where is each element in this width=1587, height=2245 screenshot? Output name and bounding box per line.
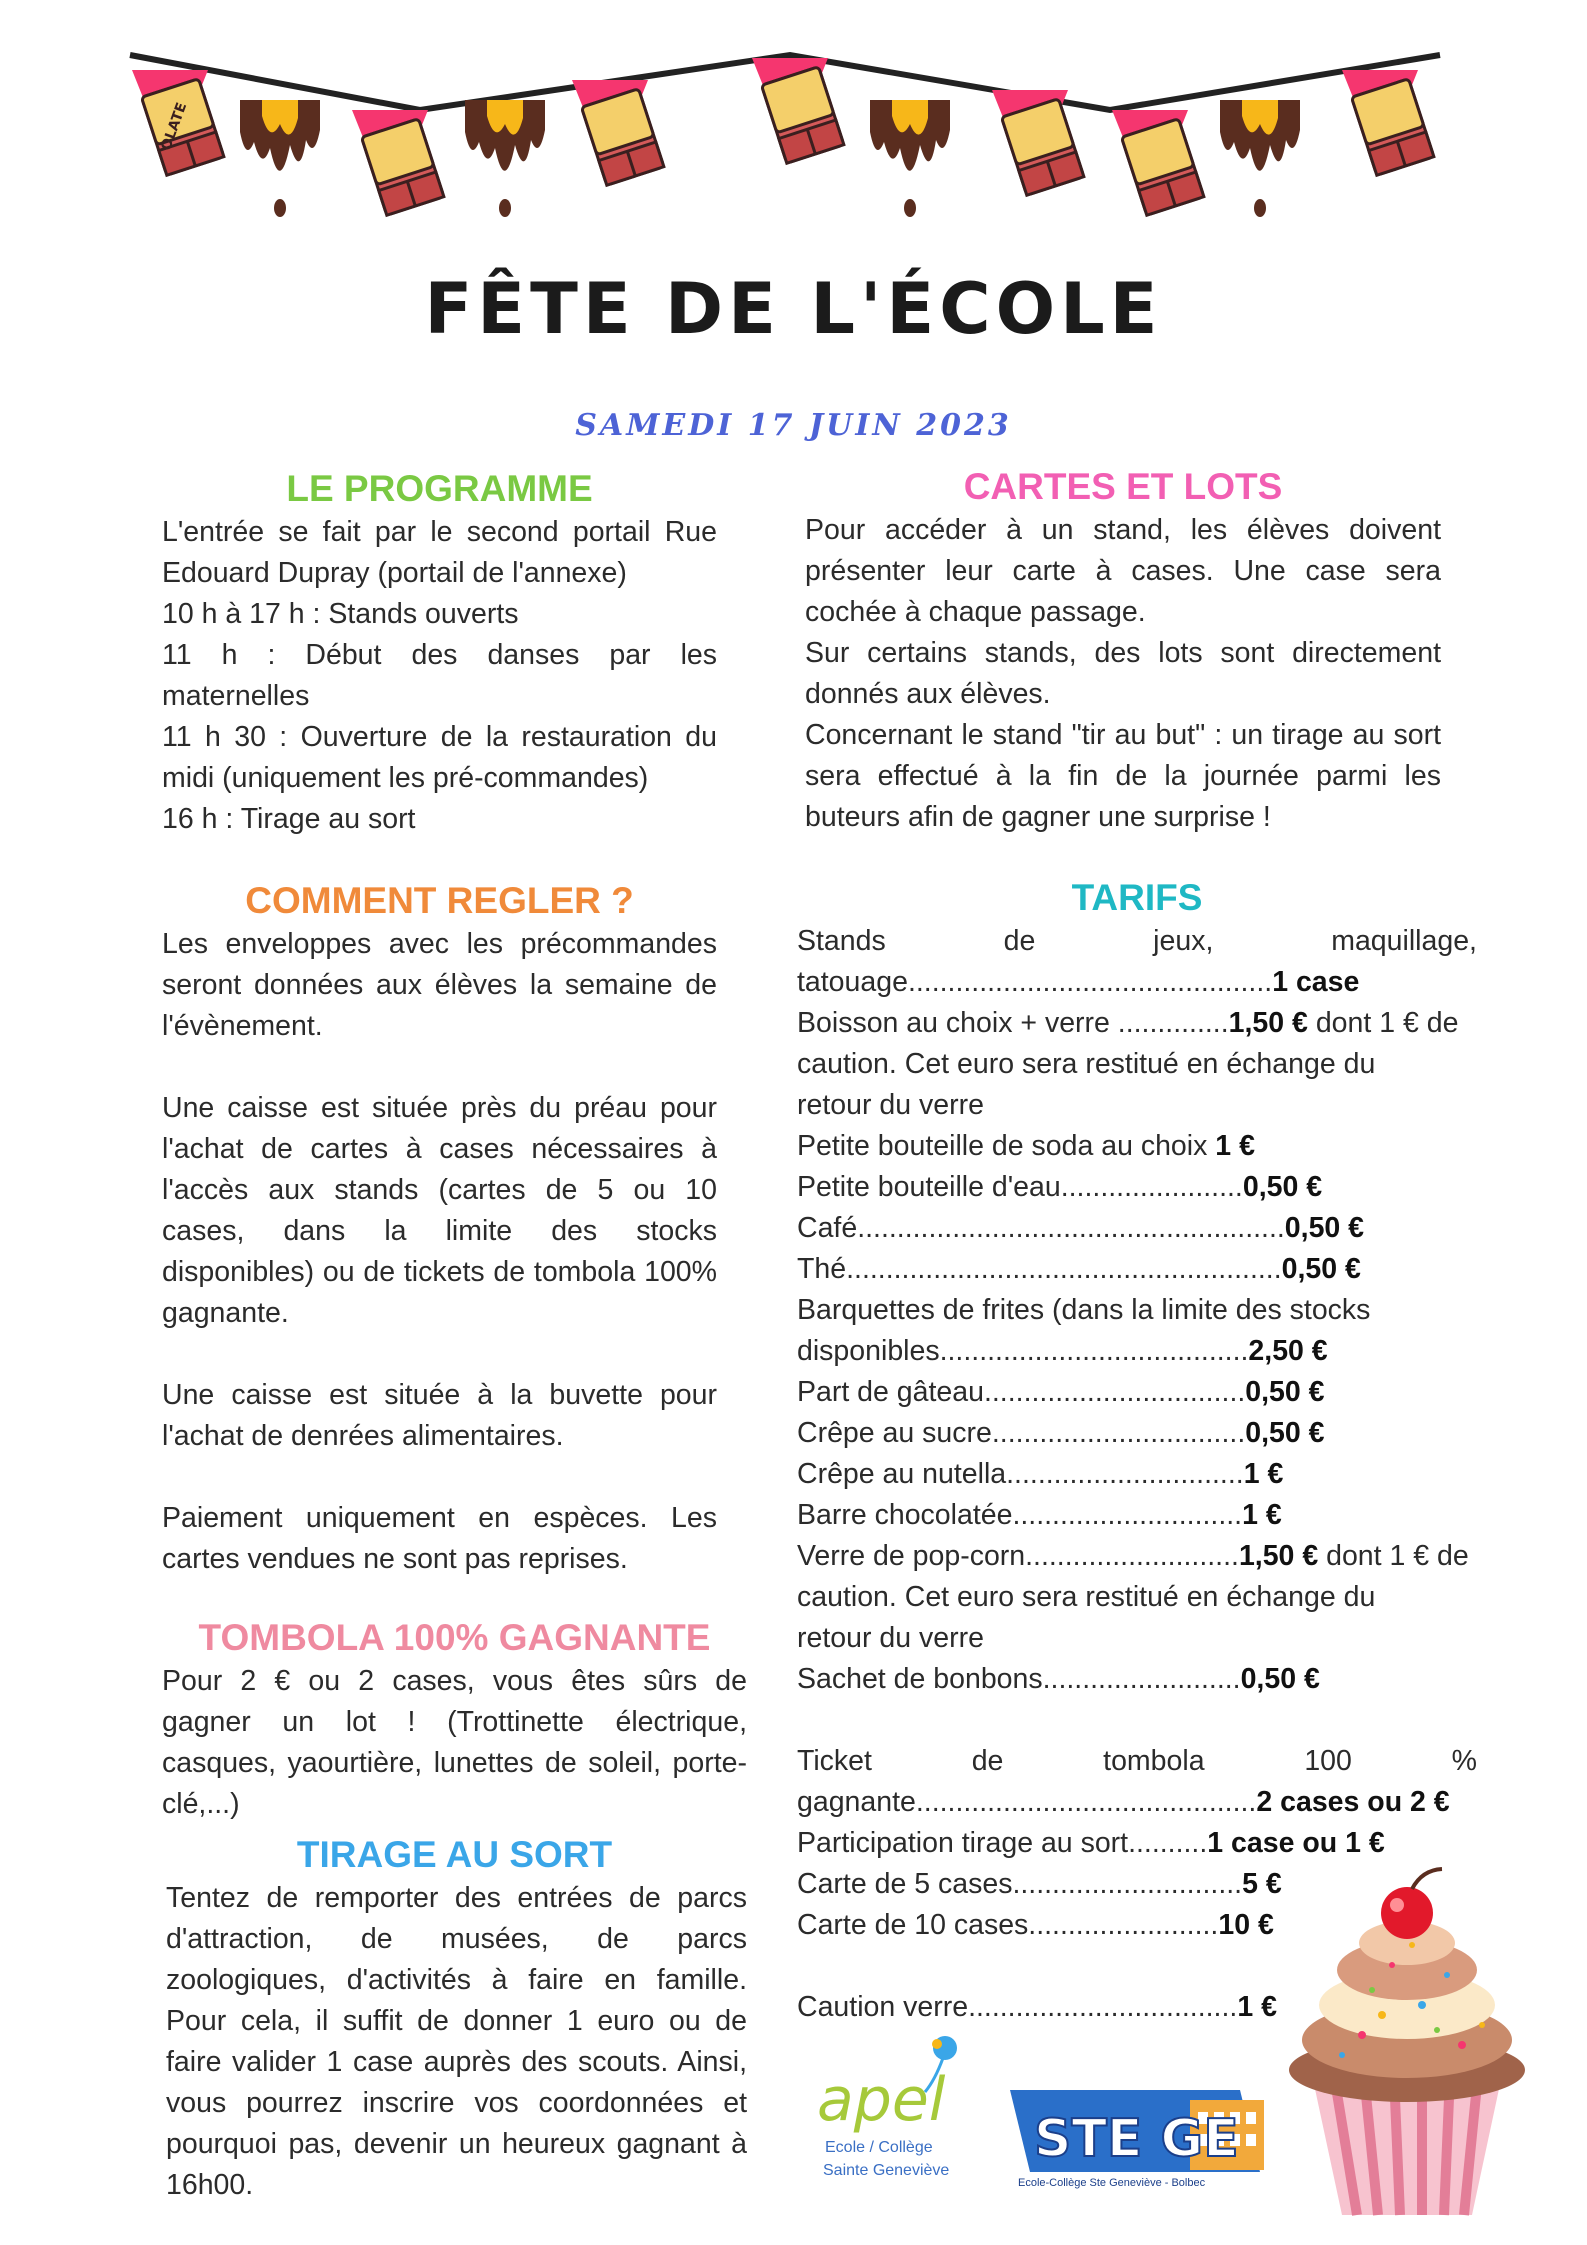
tarif-line: Carte de 10 cases........................10 € bbox=[797, 1909, 1274, 1941]
tarif-line: retour du verre bbox=[797, 1089, 984, 1121]
bunting-label: OLATE bbox=[158, 100, 191, 153]
tarif-price: 1,50 € bbox=[1228, 1007, 1308, 1039]
tarif-price: 1 € bbox=[1237, 1991, 1277, 2023]
tarif-line: Café......................................................0,50 € bbox=[797, 1212, 1365, 1244]
tarif-price: 0,50 € bbox=[1245, 1417, 1325, 1449]
tarif-line: Boisson au choix + verre ..............1,50 € dont 1 € de bbox=[797, 1007, 1459, 1039]
ste-genevieve-wordmark: STE GE bbox=[1034, 2109, 1239, 2169]
tarif-line: Barquettes de frites (dans la limite des stocks bbox=[797, 1294, 1371, 1326]
programme-line: L'entrée se fait par le second portail Rue Edouard Dupray (portail de l'annexe) bbox=[162, 516, 717, 589]
tirage-text: Tentez de remporter des entrées de parcs d'attraction, de musées, de parcs zoologiques, d'activités à faire en famille. Pour cela, il suffit de donner 1 euro ou de faire valider 1 case auprès des scouts. Ainsi, vous pourrez inscrire vos coordonnées et pourquoi pas, devenir un heureux gagnant à 16h00. bbox=[166, 1882, 747, 2201]
reglement-paragraph: Une caisse est située à la buvette pour l'achat de denrées alimentaires. bbox=[162, 1379, 717, 1452]
tarif-line: Thé.......................................................0,50 € bbox=[797, 1253, 1361, 1285]
tarif-price: 1,50 € bbox=[1238, 1540, 1319, 1572]
reglement-section bbox=[162, 878, 717, 1580]
reglement-paragraph: Une caisse est située près du préau pour l'achat de cartes à cases nécessaires à l'accès aux stands (cartes de 5 ou 10 cases, dans la limite des stocks disponibles) ou de tickets de tombola 100% gagnante. bbox=[162, 1092, 717, 1329]
tarif-line: disponibles.......................................2,50 € bbox=[797, 1335, 1328, 1367]
programme-line: 16 h : Tirage au sort bbox=[162, 803, 416, 835]
tarif-line: tatouage..............................................1 case bbox=[797, 966, 1360, 998]
cartes-section bbox=[805, 464, 1441, 838]
tarif-price: 1 € bbox=[1243, 1458, 1284, 1490]
reglement-paragraph: Les enveloppes avec les précommandes seront données aux élèves la semaine de l'évènement. bbox=[162, 928, 717, 1042]
tarif-line: Crêpe au sucre................................0,50 € bbox=[797, 1417, 1325, 1449]
programme-heading: LE PROGRAMME bbox=[286, 468, 593, 509]
apel-caption-line: Sainte Geneviève bbox=[823, 2162, 950, 2179]
tarif-line: Sachet de bonbons.........................0,50 € bbox=[797, 1663, 1320, 1695]
programme-section bbox=[162, 466, 717, 840]
tarif-line: Ticket de tombola 100 % bbox=[797, 1745, 1477, 1777]
tarif-price: 1 € bbox=[1215, 1130, 1255, 1162]
chocolate-bunting-decoration bbox=[0, 0, 1587, 280]
tarif-price: 2,50 € bbox=[1248, 1335, 1328, 1367]
cartes-line: Pour accéder à un stand, les élèves doivent présenter leur carte à cases. Une case sera cochée à chaque passage. bbox=[805, 514, 1441, 628]
tarif-line: retour du verre bbox=[797, 1622, 984, 1654]
cartes-heading: CARTES ET LOTS bbox=[963, 466, 1283, 507]
tarif-line: caution. Cet euro sera restitué en échange du bbox=[797, 1581, 1376, 1613]
ste-genevieve-logo bbox=[1010, 2082, 1278, 2190]
page-title: FÊTE DE L'ÉCOLE bbox=[424, 268, 1163, 350]
programme-line: 10 h à 17 h : Stands ouverts bbox=[162, 598, 519, 630]
apel-caption-line: Ecole / Collège bbox=[825, 2139, 933, 2156]
tarif-price: 1 case bbox=[1272, 966, 1360, 998]
tombola-text: Pour 2 € ou 2 cases, vous êtes sûrs de gagner un lot ! (Trottinette électrique, casques, yaourtière, lunettes de soleil, porte-clé,...) bbox=[162, 1665, 747, 1820]
tombola-section bbox=[162, 1615, 747, 1825]
tarif-line: Petite bouteille de soda au choix 1 € bbox=[797, 1130, 1255, 1162]
tarifs-heading: TARIFS bbox=[1071, 877, 1203, 918]
apel-logo bbox=[815, 2030, 995, 2190]
tarif-line: Stands de jeux, maquillage, bbox=[797, 925, 1477, 957]
tarif-price: 0,50 € bbox=[1281, 1253, 1361, 1285]
tarifs-section bbox=[797, 875, 1477, 2028]
reglement-paragraph: Paiement uniquement en espèces. Les cartes vendues ne sont pas reprises. bbox=[162, 1502, 717, 1575]
cartes-text bbox=[805, 510, 1441, 838]
tarif-price: 1 € bbox=[1242, 1499, 1282, 1531]
apel-wordmark: apel bbox=[817, 2065, 946, 2135]
tarif-line: Verre de pop-corn...........................1,50 € dont 1 € de bbox=[797, 1540, 1469, 1572]
tombola-heading: TOMBOLA 100% GAGNANTE bbox=[198, 1617, 711, 1658]
ste-genevieve-caption: Ecole-Collège Ste Geneviève - Bolbec bbox=[1018, 2177, 1206, 2189]
tarif-price: 5 € bbox=[1242, 1868, 1282, 1900]
tarif-price: 10 € bbox=[1218, 1909, 1274, 1941]
programme-line: 11 h 30 : Ouverture de la restauration du midi (uniquement les pré-commandes) bbox=[162, 721, 717, 794]
tarif-line: caution. Cet euro sera restitué en échange du bbox=[797, 1048, 1376, 1080]
tarif-price: 0,50 € bbox=[1284, 1212, 1365, 1244]
cupcake-illustration bbox=[1272, 1865, 1542, 2225]
tarif-line: Barre chocolatée.............................1 € bbox=[797, 1499, 1282, 1531]
tarif-price: 0,50 € bbox=[1240, 1663, 1320, 1695]
tarif-price: 2 cases ou 2 € bbox=[1256, 1786, 1450, 1818]
apel-logo-graphic bbox=[815, 2030, 995, 2190]
tarif-line: Petite bouteille d'eau.......................0,50 € bbox=[797, 1171, 1323, 1203]
tarif-line: gagnante...........................................2 cases ou 2 € bbox=[797, 1786, 1450, 1818]
tarif-price: 1 case ou 1 € bbox=[1207, 1827, 1385, 1859]
cartes-line: Sur certains stands, des lots sont directement donnés aux élèves. bbox=[805, 637, 1441, 710]
programme-text bbox=[162, 512, 717, 840]
tarif-line: Caution verre..................................1 € bbox=[797, 1991, 1277, 2023]
cartes-line: Concernant le stand "tir au but" : un tirage au sort sera effectué à la fin de la journée parmi les buteurs afin de gagner une surprise ! bbox=[805, 719, 1441, 833]
tarif-line: Crêpe au nutella..............................1 € bbox=[797, 1458, 1284, 1490]
reglement-heading: COMMENT REGLER ? bbox=[245, 880, 634, 921]
ste-genevieve-logo-graphic bbox=[1010, 2082, 1278, 2190]
programme-line: 11 h : Début des danses par les maternelles bbox=[162, 639, 717, 712]
tarif-line: Participation tirage au sort..........1 case ou 1 € bbox=[797, 1827, 1385, 1859]
tarif-line: Carte de 5 cases.............................5 € bbox=[797, 1868, 1282, 1900]
tirage-section bbox=[162, 1832, 747, 2206]
tirage-heading: TIRAGE AU SORT bbox=[296, 1834, 613, 1875]
tarif-price: 0,50 € bbox=[1242, 1171, 1323, 1203]
tarif-price: 0,50 € bbox=[1245, 1376, 1325, 1408]
event-date: SAMEDI 17 JUIN 2023 bbox=[575, 408, 1012, 443]
tarif-line: Part de gâteau.................................0,50 € bbox=[797, 1376, 1325, 1408]
